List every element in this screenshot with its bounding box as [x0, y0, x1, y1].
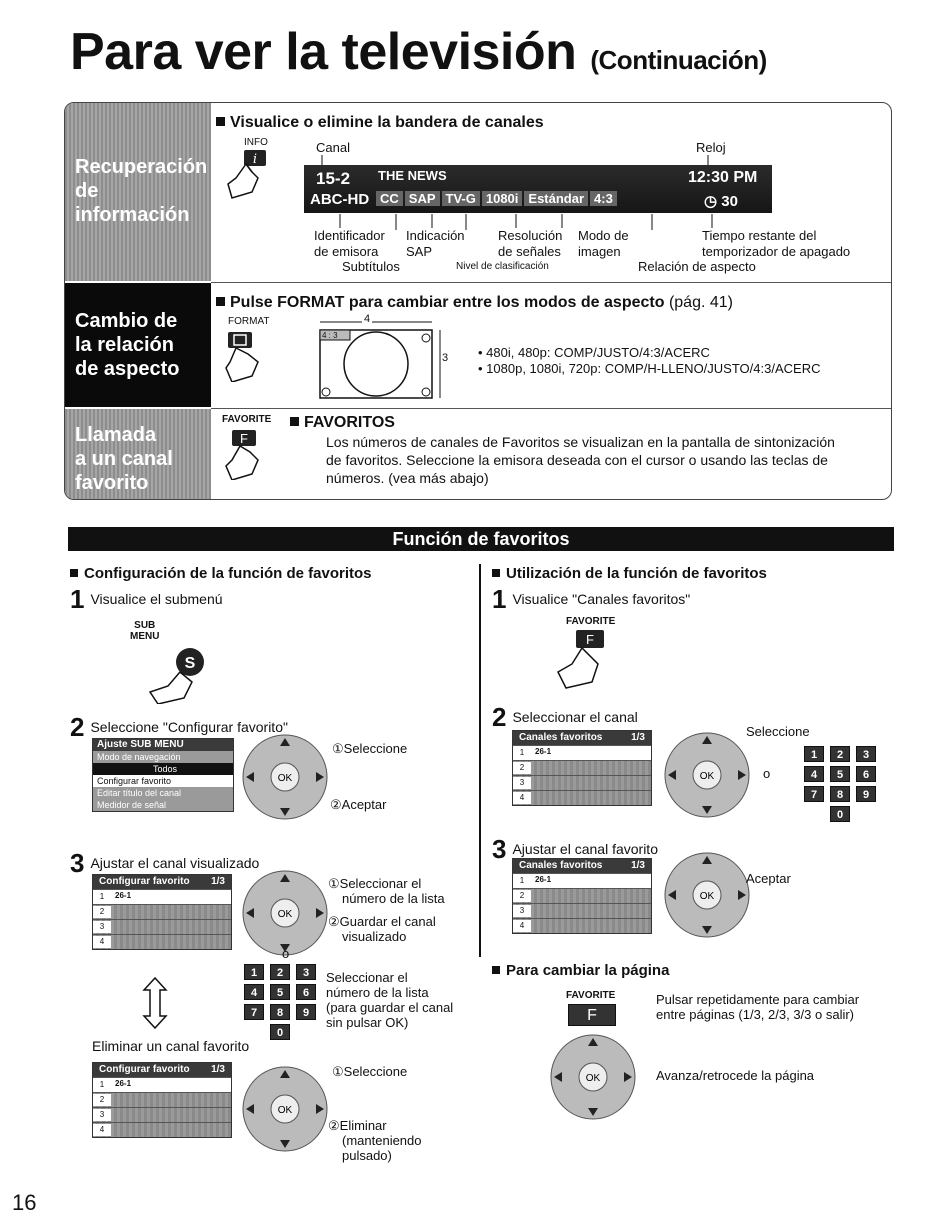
section-label-line: de [75, 180, 99, 202]
hand-pressing-favorite-icon [222, 428, 270, 480]
key-6[interactable]: 6 [296, 984, 316, 1000]
badge-cc: CC [376, 191, 403, 206]
list-item[interactable]: 3 [513, 775, 651, 790]
section-label-line: Llamada [75, 424, 157, 446]
format-heading: Pulse FORMAT para cambiar entre los modos de aspecto (pág. 41) [216, 294, 733, 312]
callout-sleep-timer: Tiempo restante del temporizador de apagado [702, 228, 851, 259]
badge-sap: SAP [405, 191, 440, 206]
key-0[interactable]: 0 [270, 1024, 290, 1040]
key-7[interactable]: 7 [244, 1004, 264, 1020]
callout-resolution: Resolución de señales [498, 228, 563, 259]
annotation-select: Seleccione [746, 724, 810, 739]
submenu-item[interactable]: Todos [93, 763, 233, 775]
list-title: Canales favoritos 1/3 [513, 859, 651, 873]
annotation-select: ①Seleccione [332, 741, 408, 756]
key-9[interactable]: 9 [296, 1004, 316, 1020]
submenu-item[interactable]: Medidor de señal [97, 800, 167, 810]
key-8[interactable]: 8 [830, 786, 850, 802]
favorites-section-bar: Función de favoritos [68, 527, 894, 551]
aspect-inner-label: 4 : 3 [322, 331, 338, 340]
badge-picture-mode: Estándar [524, 191, 588, 206]
page-number: 16 [12, 1190, 37, 1215]
svg-text:OK: OK [699, 891, 715, 902]
config-heading: Configuración de la función de favoritos [70, 565, 372, 582]
svg-text:i: i [252, 152, 258, 167]
annotation-accept: ②Aceptar [330, 797, 387, 812]
section-label-line: la relación [75, 334, 174, 356]
config-step-2: 2 Seleccione "Configurar favorito" [70, 712, 288, 742]
dpad-icon [662, 850, 752, 940]
key-4[interactable]: 4 [804, 766, 824, 782]
format-bullet: 1080p, 1080i, 720p: COMP/H-LLENO/JUSTO/4:3/ACERC [486, 361, 821, 376]
submenu-button-label: SUB MENU [130, 620, 160, 642]
list-item[interactable]: 2 [513, 760, 651, 775]
use-step-3: 3 Ajustar el canal favorito [492, 834, 658, 864]
key-3[interactable]: 3 [856, 746, 876, 762]
dpad-icon [240, 1064, 330, 1154]
list-item[interactable]: 2 [93, 904, 231, 919]
favorites-list [512, 858, 652, 934]
delete-favorite-list [92, 1062, 232, 1138]
key-9[interactable]: 9 [856, 786, 876, 802]
annotation-delete: ②Eliminar (manteniendo pulsado) [328, 1118, 422, 1163]
section-label-line: de aspecto [75, 358, 180, 380]
section-label-line: Cambio de [75, 310, 178, 332]
favorite-heading: FAVORITOS [290, 414, 395, 432]
banner-station: ABC-HD [310, 191, 370, 208]
clock-icon: ◷ [704, 193, 718, 210]
list-item[interactable]: 3 [93, 919, 231, 934]
svg-text:F: F [586, 632, 594, 647]
list-item[interactable]: 3 [93, 1107, 231, 1122]
key-0[interactable]: 0 [830, 806, 850, 822]
svg-text:S: S [184, 655, 196, 672]
canal-label: Canal [316, 140, 350, 155]
delete-favorite-label: Eliminar un canal favorito [92, 1038, 250, 1054]
dpad-icon [662, 730, 752, 820]
favorites-list [512, 730, 652, 806]
section-label-line: favorito [75, 472, 149, 494]
config-step-1: 1 Visualice el submenú [70, 584, 223, 614]
keys-note: Seleccionar el número de la lista (para guardar el canal sin pulsar OK) [326, 970, 454, 1030]
banner-channel: 15-2 [316, 169, 351, 188]
page-change-note: Pulsar repetidamente para cambiar entre páginas (1/3, 2/3, 3/3 o salir) [656, 992, 860, 1022]
key-6[interactable]: 6 [856, 766, 876, 782]
svg-text:OK: OK [585, 1073, 601, 1084]
page-title-suffix: (Continuación) [590, 45, 767, 75]
callout-station-id: Identificador de emisora [314, 228, 385, 259]
format-button-label: FORMAT [228, 316, 270, 327]
section-label-aspect [65, 283, 211, 407]
config-favorite-list [92, 874, 232, 950]
section-label-line: a un canal [75, 448, 173, 470]
section-label-info [65, 103, 211, 281]
list-item[interactable]: 1 26-1 [513, 745, 651, 760]
number-keys [804, 746, 876, 822]
hand-pressing-format-icon [222, 330, 270, 382]
callout-aspect: Relación de aspecto [638, 259, 756, 274]
dpad-icon [240, 732, 330, 822]
banner-callout-lines [300, 150, 860, 230]
key-2[interactable]: 2 [830, 746, 850, 762]
list-item[interactable]: 4 [513, 790, 651, 805]
key-4[interactable]: 4 [244, 984, 264, 1000]
list-title: Canales favoritos 1/3 [513, 731, 651, 745]
list-item[interactable]: 4 [93, 934, 231, 949]
divider [211, 408, 891, 409]
page-change-heading: Para cambiar la página [492, 962, 669, 979]
callout-sap: Indicación SAP [406, 228, 465, 259]
svg-text:OK: OK [277, 909, 293, 920]
use-step-1: 1 Visualice "Canales favoritos" [492, 584, 691, 614]
list-item[interactable]: 2 [93, 1092, 231, 1107]
list-item[interactable]: 2 [513, 888, 651, 903]
dpad-icon [548, 1032, 638, 1122]
submenu-item[interactable]: Modo de navegación [97, 752, 181, 762]
key-5[interactable]: 5 [830, 766, 850, 782]
use-heading: Utilización de la función de favoritos [492, 565, 767, 582]
reloj-label: Reloj [696, 140, 726, 155]
divider [211, 282, 891, 283]
key-1[interactable]: 1 [244, 964, 264, 980]
list-item[interactable]: 1 26-1 [93, 889, 231, 904]
annotation-accept: Aceptar [746, 871, 791, 886]
submenu-title: Ajuste SUB MENU [93, 739, 233, 751]
list-title: Configurar favorito 1/3 [93, 1063, 231, 1077]
info-button-label: INFO [244, 137, 268, 148]
key-8[interactable]: 8 [270, 1004, 290, 1020]
favorite-button-label: FAVORITE [222, 414, 272, 425]
config-step-3: 3 Ajustar el canal visualizado [70, 848, 260, 878]
favorite-button-label: FAVORITE [566, 990, 616, 1001]
annotation-save-channel: ②Guardar el canal visualizado [328, 914, 436, 944]
list-item[interactable]: 1 26-1 [93, 1077, 231, 1092]
submenu-settings-panel [92, 738, 234, 812]
badge-rating: TV-G [442, 191, 480, 206]
dpad-icon [240, 868, 330, 958]
key-3[interactable]: 3 [296, 964, 316, 980]
format-bullet: 480i, 480p: COMP/JUSTO/4:3/ACERC [486, 345, 710, 360]
section-label-favorite [65, 409, 211, 500]
favorite-button-label: FAVORITE [566, 616, 616, 627]
list-title: Configurar favorito 1/3 [93, 875, 231, 889]
number-keys [244, 964, 316, 1040]
section-label-line: información [75, 204, 190, 226]
banner-sleep-value: 30 [721, 193, 738, 210]
annotation-select-number: ①Seleccionar el número de la lista [328, 876, 445, 906]
submenu-item[interactable]: Editar título del canal [97, 788, 182, 798]
hand-pressing-submenu-icon [144, 642, 210, 704]
favorite-button[interactable]: F [568, 1004, 616, 1026]
column-divider [479, 564, 481, 957]
badge-aspect: 4:3 [590, 191, 617, 206]
use-step-2: 2 Seleccionar el canal [492, 702, 638, 732]
up-down-arrow-icon [140, 976, 170, 1030]
aspect-ratio-diagram [308, 316, 448, 400]
hand-pressing-favorite-icon [552, 628, 618, 690]
key-7[interactable]: 7 [804, 786, 824, 802]
aspect-height-label: 3 [442, 352, 449, 364]
list-item[interactable]: 4 [93, 1122, 231, 1137]
svg-text:OK: OK [699, 771, 715, 782]
callout-rating: Nivel de clasificación [456, 261, 549, 272]
key-1[interactable]: 1 [804, 746, 824, 762]
key-2[interactable]: 2 [270, 964, 290, 980]
svg-text:OK: OK [277, 1105, 293, 1116]
aspect-width-label: 4 [364, 313, 371, 325]
annotation-select: ①Seleccione [332, 1064, 408, 1079]
hand-pressing-info-icon [222, 148, 270, 200]
key-5[interactable]: 5 [270, 984, 290, 1000]
format-bullets: • 480i, 480p: COMP/JUSTO/4:3/ACERC • 1080p, 1080i, 720p: COMP/H-LLENO/JUSTO/4:3/ACERC [478, 345, 821, 376]
or-text: o [282, 946, 290, 961]
banner-program: THE NEWS [378, 168, 447, 183]
favorite-description: Los números de canales de Favoritos se visualizan en la pantalla de sintonización de favoritos. Seleccione la emisora deseada con el cursor o usando las teclas de números. (vea más abajo) [326, 434, 835, 486]
svg-text:F: F [240, 431, 248, 446]
pad-note: Avanza/retrocede la página [656, 1068, 815, 1083]
or-text: o [763, 766, 771, 781]
callout-picture-mode: Modo de imagen [578, 228, 629, 259]
list-item[interactable]: 4 [513, 918, 651, 933]
banner-time: 12:30 PM [688, 169, 758, 186]
callout-subtitles: Subtítulos [342, 259, 400, 274]
info-heading: Visualice o elimine la bandera de canales [216, 114, 544, 132]
list-item[interactable]: 3 [513, 903, 651, 918]
page-title [70, 22, 767, 82]
ok-label: OK [277, 773, 293, 784]
list-item[interactable]: 1 26-1 [513, 873, 651, 888]
badge-resolution: 1080i [482, 191, 523, 206]
page-title-text: Para ver la televisión [70, 23, 577, 81]
submenu-item-selected[interactable]: Configurar favorito [93, 775, 233, 787]
section-label-line: Recuperación [75, 156, 208, 178]
